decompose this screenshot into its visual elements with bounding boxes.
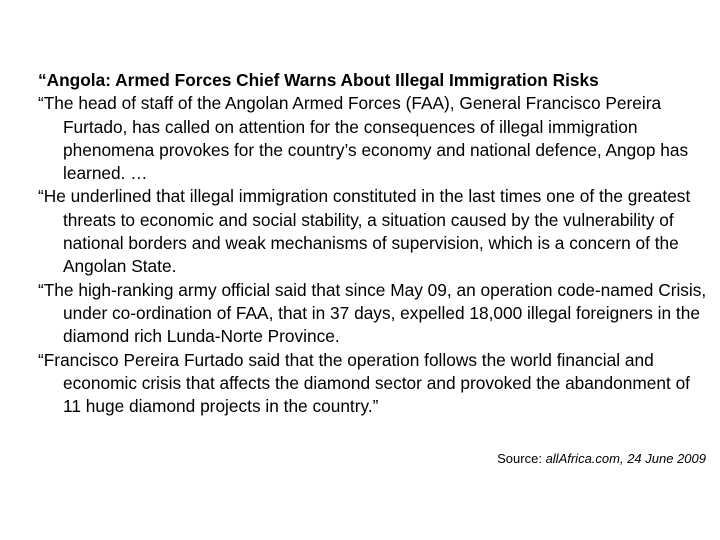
source-citation [497, 451, 706, 467]
article-paragraph-4: “Francisco Pereira Furtado said that the operation follows the world financial and economic crisis that affects the diamond sector and provoked the abandonment of 11 huge diamond projects in the country.” [38, 349, 690, 417]
article-headline: “Angola: Armed Forces Chief Warns About Illegal Immigration Risks [38, 70, 599, 90]
article-paragraph-1: “The head of staff of the Angolan Armed Forces (FAA), General Francisco Pereira Furtado, has called on attention for the consequences of illegal immigration phenomena provokes for the country’s economy and national defence, Angop has learned. … [38, 93, 689, 184]
source-publication: allAfrica.com, 24 June 2009 [545, 451, 706, 466]
article-body [38, 69, 710, 418]
source-label: Source: [497, 451, 546, 466]
article-paragraph-2: “He underlined that illegal immigration constituted in the last times one of the greatest threats to economic and social stability, a situation caused by the vulnerability of national borders and weak mechanisms of supervision, which is a concern of the Angolan State. [38, 186, 691, 277]
article-paragraph-3: “The high-ranking army official said that since May 09, an operation code-named Crisis, under co-ordination of FAA, that in 37 days, expelled 18,000 illegal foreigners in the diamond rich Lunda-Norte Province. [38, 279, 707, 347]
